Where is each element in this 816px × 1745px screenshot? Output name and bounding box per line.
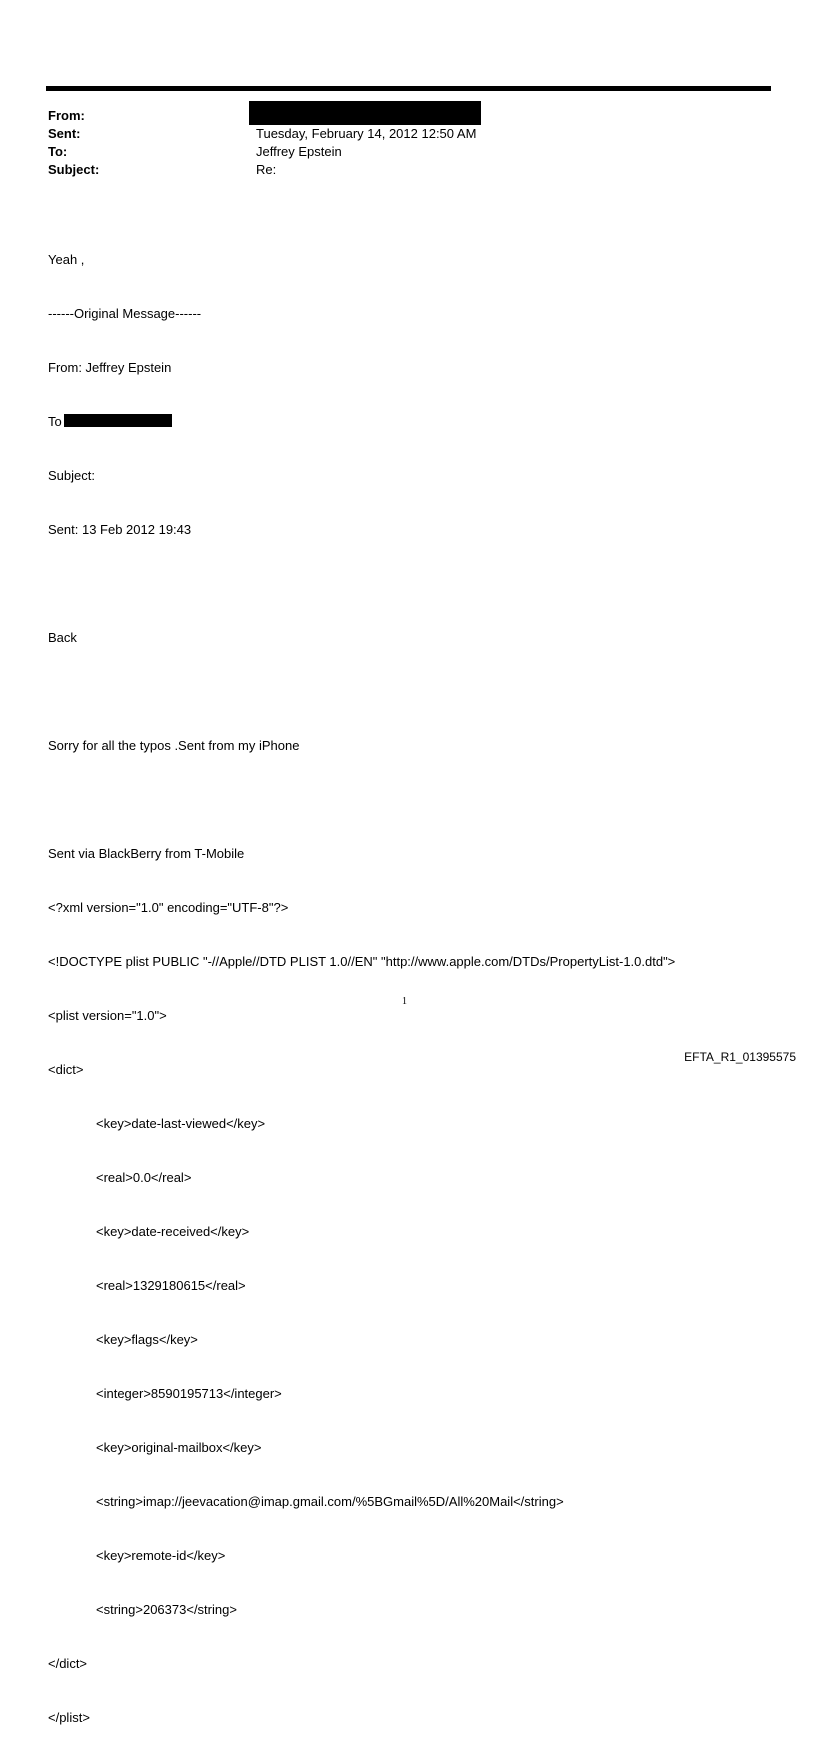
plist-entry: <real>1329180615</real>: [96, 1278, 246, 1293]
header-rule: [46, 86, 771, 91]
message-text: Back: [48, 630, 77, 645]
plist-entry: <real>0.0</real>: [96, 1170, 192, 1185]
from-label: From:: [48, 108, 85, 123]
plist-line: <?xml version="1.0" encoding="UTF-8"?>: [48, 900, 289, 915]
plist-entry: <key>original-mailbox</key>: [96, 1440, 262, 1455]
subject-value: Re:: [256, 162, 277, 177]
redacted-from-address: [249, 101, 481, 125]
document-id: EFTA_R1_01395575: [684, 1050, 796, 1064]
plist-entry: <key>remote-id</key>: [96, 1548, 226, 1563]
original-to: [48, 413, 675, 431]
plist-line: </plist>: [48, 1710, 90, 1725]
plist-entry: <key>flags</key>: [96, 1332, 198, 1347]
sent-label: Sent:: [48, 126, 81, 141]
sent-value: Tuesday, February 14, 2012 12:50 AM: [256, 126, 477, 141]
email-body: [48, 215, 675, 1745]
original-to-label: To: [48, 414, 62, 429]
page-number: 1: [402, 996, 407, 1007]
plist-entry: <string>206373</string>: [96, 1602, 237, 1617]
plist-line: <dict>: [48, 1062, 84, 1077]
iphone-signature: Sorry for all the typos .Sent from my iPhone: [48, 738, 300, 753]
subject-label: Subject:: [48, 162, 100, 177]
redacted-to-address: [64, 414, 172, 427]
to-label: To:: [48, 144, 68, 159]
blackberry-signature: Sent via BlackBerry from T-Mobile: [48, 846, 245, 861]
plist-line: <plist version="1.0">: [48, 1008, 167, 1023]
plist-line: <!DOCTYPE plist PUBLIC "-//Apple//DTD PLIST 1.0//EN" "http://www.apple.com/DTDs/PropertyList-1.0.dtd">: [48, 954, 676, 969]
original-sent: Sent: 13 Feb 2012 19:43: [48, 522, 192, 537]
plist-entry: <integer>8590195713</integer>: [96, 1386, 282, 1401]
plist-entry: <key>date-last-viewed</key>: [96, 1116, 266, 1131]
original-from: From: Jeffrey Epstein: [48, 360, 172, 375]
to-value: Jeffrey Epstein: [256, 144, 342, 159]
reply-text: Yeah ,: [48, 252, 85, 267]
original-subject: Subject:: [48, 468, 95, 483]
plist-entry: <key>date-received</key>: [96, 1224, 250, 1239]
original-message-marker: ------Original Message------: [48, 306, 202, 321]
plist-entry: <string>imap://jeevacation@imap.gmail.com/%5BGmail%5D/All%20Mail</string>: [96, 1494, 564, 1509]
plist-line: </dict>: [48, 1656, 88, 1671]
